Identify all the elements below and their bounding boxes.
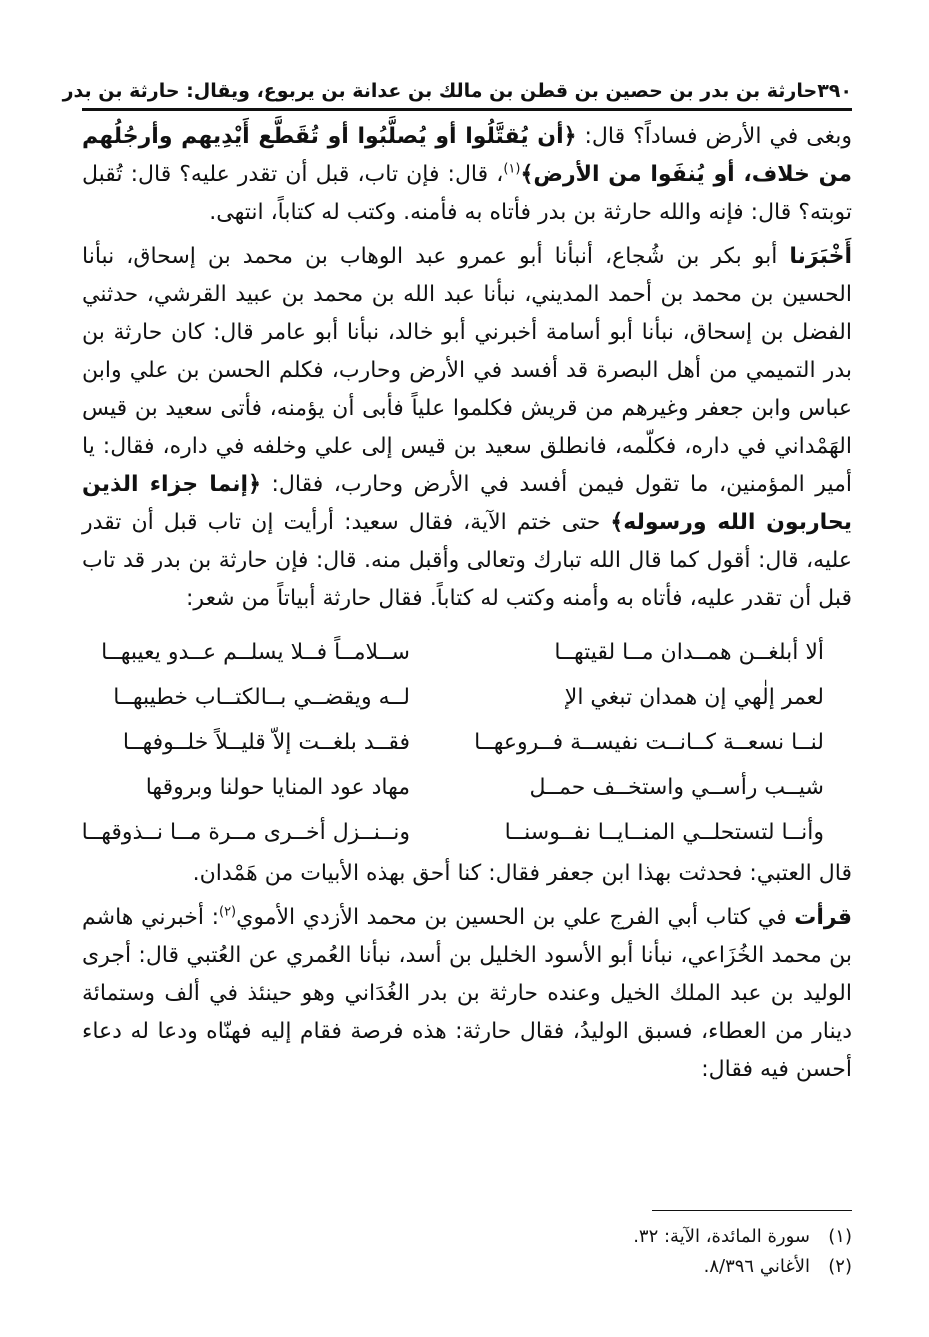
- paragraph-3: [82, 899, 852, 1089]
- main-text: [82, 118, 852, 1089]
- footnote-text: الأغاني ٨/٣٩٦.: [703, 1256, 810, 1277]
- footnote-number: (١): [828, 1226, 852, 1247]
- poem-verse: [110, 720, 824, 765]
- quran-quote-1: ﴿أن يُقتَّلُوا أو يُصلَّبُوا أو تُقَطَّع أَيْدِيهم وأرجُلُهم من خلاف، أو يُنفَوا من الأرض﴾: [82, 124, 852, 187]
- footnote-number: (٢): [828, 1256, 852, 1277]
- running-title: حارثة بن بدر بن حصين بن قطن بن مالك بن عدانة بن يربوع، ويقال: حارثة بن بدر: [62, 80, 818, 102]
- after-poem-line: قال العتبي: فحدثت بهذا ابن جعفر فقال: كنا أحق بهذه الأبيات من هَمْدان.: [192, 861, 852, 886]
- paragraph-2-text-a: أبو بكر بن شُجاع، أنبأنا أبو عمرو عبد الوهاب بن محمد بن إسحاق، نبأنا الحسين بن محمد بن أحمد المديني، نبأنا عبد الله بن محمد بن عبيد القرشي، حدثني الفضل بن إسحاق، نبأنا أبو أسامة أخبرني أبو خالد، نبأنا أبو عامر قال: كان حارثة بن بدر التميمي من أهل البصرة قد أفسد في الأرض وحارب، فكلم الحسن بن علي وابن عباس وابن جعفر وغيرهم من قريش فكلموا علياً فأبى أن يؤمنه، فأتى سعيد بن قيس الهَمْداني في داره، فكلّمه، فانطلق سعيد بن قيس إلى علي وخلفه في داره، فقال: يا أمير المؤمنين، ما تقول فيمن أفسد في الأرض وحارب، فقال:: [82, 244, 852, 497]
- footnote: [82, 1252, 852, 1282]
- verse-first-hemistich: لنــا نسعــة كــانــت نفيســة فــروعهــا: [474, 730, 824, 755]
- footnote: [82, 1222, 852, 1252]
- paragraph-3-text-b: : أخبرني هاشم بن محمد الخُزَاعي، نبأنا أبو الأسود الخليل بن أسد، نبأنا العُمري عن العُتبي قال: أجرى الوليد بن عبد الملك الخيل وعنده حارثة بن بدر الغُدَاني وهو حينئذ في ألف وستمائة دينار من العطاء، فسبق الوليدُ، فقال حارثة: هذه فرصة فقام إليه فهنّاه ودعا له دعاء أحسن فيه فقال:: [82, 905, 852, 1082]
- paragraph-2: [82, 238, 852, 618]
- verse-first-hemistich: شيــب رأســي واستخــف حمــل: [529, 775, 824, 800]
- verse-second-hemistich: ونــنــزل أخــرى مــرة مــا نــذوقهــا: [81, 820, 410, 845]
- verse-second-hemistich: مهاد عود المنايا حولنا وبروقها: [145, 775, 410, 800]
- quran-quote-2: ﴿إنما جزاء الذين يحاربون الله ورسوله﴾: [82, 472, 852, 535]
- poem-verse: [110, 765, 824, 810]
- verse-first-hemistich: وأنــا لتستحلــي المنــايــا نفــوسنــا: [504, 820, 824, 845]
- book-page: [62, 0, 852, 1337]
- poem: [81, 630, 824, 855]
- poem-verse: [110, 675, 824, 720]
- poem-verse: [101, 630, 824, 675]
- footnotes: [82, 1222, 852, 1282]
- footnote-ref-2: (٢): [218, 904, 237, 920]
- verse-first-hemistich: ألا أبلغــن همــدان مــا لقيتهــا: [554, 640, 824, 665]
- paragraph-2-lead: أَخْبَرَنا: [789, 244, 852, 269]
- header-rule: [82, 108, 852, 111]
- verse-second-hemistich: فقــد بلغــت إلاّ قليــلاً خلــوفهــا: [122, 730, 410, 755]
- page-header: [62, 76, 852, 106]
- paragraph-3-text-a: في كتاب أبي الفرج علي بن الحسين بن محمد الأزدي الأموي: [236, 905, 795, 930]
- paragraph-2-text-b: حتى ختم الآية، فقال سعيد: أرأيت إن تاب قبل أن تقدر عليه، قال: أقول كما قال الله تبارك وتعالى وأقبل منه. قال: فإن حارثة بن بدر قد تاب قبل أن تقدر عليه، فأتاه به وأمنه وكتب له كتاباً. فقال حارثة أبياتاً من شعر:: [82, 510, 852, 611]
- paragraph-1: [82, 118, 852, 232]
- footnote-ref-1: (١): [503, 161, 521, 177]
- paragraph-1-text-a: وبغى في الأرض فساداً؟ قال:: [576, 124, 852, 149]
- paragraph-3-lead: قرأت: [794, 905, 852, 930]
- page-number: ٣٩٠: [817, 80, 852, 102]
- footnote-text: سورة المائدة، الآية: ٣٢.: [633, 1226, 810, 1247]
- verse-second-hemistich: لــه ويقضــي بــالكتــاب خطيبهــا: [113, 685, 410, 710]
- paragraph-1-text-b: ، قال: فإن تاب، قبل أن تقدر عليه؟ قال: تُقبل توبته؟ قال: فإنه والله حارثة بن بدر فأتاه به فأمنه. وكتب له كتاباً، انتهى.: [82, 162, 852, 225]
- verse-first-hemistich: لعمر إلٰهي إن همدان تبغي الإ: [564, 685, 824, 710]
- poem-verse: [81, 810, 824, 855]
- verse-second-hemistich: ســلامــاً فــلا يسلــم عــدو يعيبهــا: [101, 640, 410, 665]
- footnote-separator: [652, 1210, 852, 1211]
